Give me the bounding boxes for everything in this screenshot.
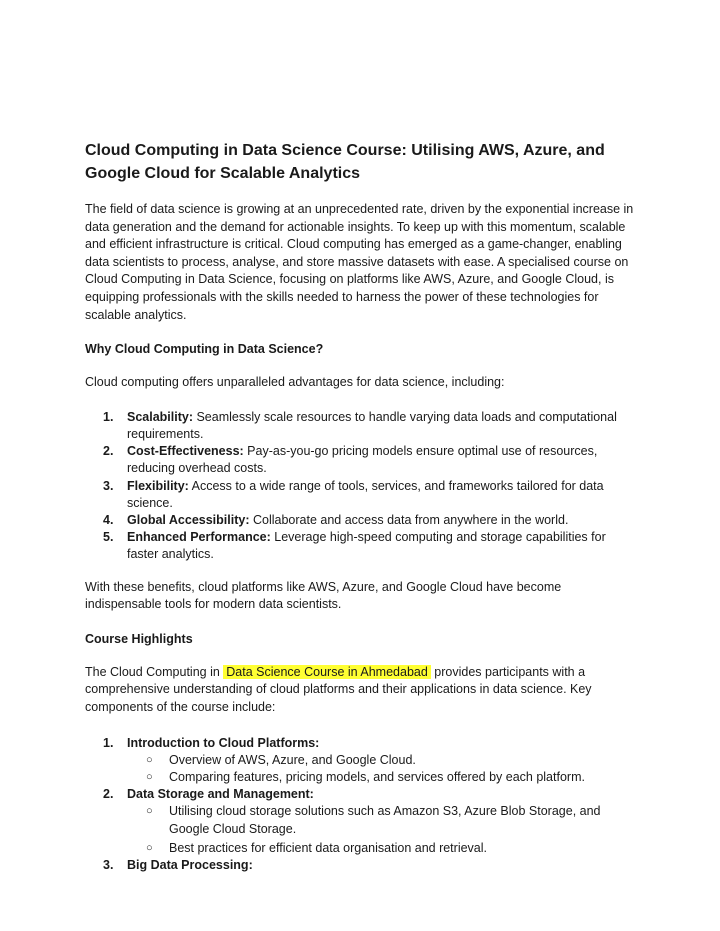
list-number: 3. — [103, 478, 114, 493]
component-title: Data Storage and Management: — [127, 787, 314, 802]
list-item — [85, 735, 635, 787]
sub-item-text: Best practices for efficient data organisation and retrieval. — [169, 840, 487, 855]
list-item — [85, 478, 635, 512]
section-closing-paragraph: With these benefits, cloud platforms like AWS, Azure, and Google Cloud have become indispensable tools for modern data scientists. — [85, 579, 562, 612]
benefit-text: Seamlessly scale resources to handle varying data loads and computational requirements. — [127, 409, 617, 441]
circle-bullet-icon: ○ — [146, 841, 153, 854]
circle-bullet-icon: ○ — [146, 770, 153, 783]
list-item — [85, 409, 635, 443]
list-item — [85, 529, 635, 563]
circle-bullet-icon: ○ — [146, 753, 153, 766]
section-lead-highlights — [85, 664, 635, 717]
highlighted-course-link[interactable]: Data Science Course in Ahmedabad — [223, 665, 431, 679]
sub-list — [85, 803, 635, 857]
component-title: Introduction to Cloud Platforms: — [127, 735, 320, 750]
sub-item-text: Comparing features, pricing models, and services offered by each platform. — [169, 769, 585, 784]
document-body — [85, 139, 635, 874]
lead-text-after: provides participants with a comprehensive understanding of cloud platforms and their applications in data science. Key components of the course include: — [85, 664, 592, 714]
list-number: 4. — [103, 512, 114, 527]
component-title: Big Data Processing: — [127, 857, 253, 872]
benefit-text: Pay-as-you-go pricing models ensure optimal use of resources, reducing overhead costs. — [127, 444, 598, 476]
list-item — [85, 443, 635, 477]
list-number: 2. — [103, 787, 114, 802]
list-item — [85, 512, 635, 529]
benefit-text: Leverage high-speed computing and storage capabilities for faster analytics. — [127, 530, 606, 562]
section-lead-why: Cloud computing offers unparalleled advantages for data science, including: — [85, 375, 505, 390]
list-item — [85, 857, 635, 874]
sub-item-text: Utilising cloud storage solutions such as Amazon S3, Azure Blob Storage, and Google Cloud Storage. — [169, 804, 601, 836]
page-title: Cloud Computing in Data Science Course: Utilising AWS, Azure, and Google Cloud for Scalable Analytics — [85, 142, 605, 182]
intro-paragraph: The field of data science is growing at an unprecedented rate, driven by the exponential increase in data generation and the demand for actionable insights. To keep up with this momentum, scalable and efficient infrastructure is critical. Cloud computing has emerged as a game-changer, enabling data scientists to process, analyse, and store massive datasets with ease. A specialised course on Cloud Computing in Data Science, focusing on platforms like AWS, Azure, and Google Cloud, is equipping professionals with the skills needed to harness the power of these technologies for scalable analytics. — [85, 202, 634, 322]
benefit-text: Access to a wide range of tools, services, and frameworks tailored for data science. — [127, 478, 604, 510]
course-components-list — [85, 735, 635, 875]
benefit-term: Enhanced Performance: — [127, 530, 271, 545]
section-heading-why: Why Cloud Computing in Data Science? — [85, 342, 324, 357]
section-heading-highlights: Course Highlights — [85, 631, 193, 646]
list-number: 2. — [103, 444, 114, 459]
lead-text-before: The Cloud Computing in — [85, 664, 224, 679]
list-number: 1. — [103, 409, 114, 424]
sub-list-item — [85, 752, 635, 769]
list-number: 1. — [103, 735, 114, 750]
benefit-text: Collaborate and access data from anywhere in the world. — [249, 512, 569, 527]
benefit-term: Flexibility: — [127, 478, 189, 493]
benefit-term: Cost-Effectiveness: — [127, 444, 244, 459]
sub-list — [85, 752, 635, 786]
sub-list-item — [85, 840, 635, 857]
list-number: 3. — [103, 857, 114, 872]
list-item — [85, 786, 635, 857]
benefits-list — [85, 409, 635, 564]
sub-item-text: Overview of AWS, Azure, and Google Cloud. — [169, 752, 416, 767]
benefit-term: Scalability: — [127, 409, 193, 424]
circle-bullet-icon: ○ — [146, 805, 153, 818]
list-number: 5. — [103, 530, 114, 545]
sub-list-item — [85, 803, 635, 837]
sub-list-item — [85, 769, 635, 786]
benefit-term: Global Accessibility: — [127, 512, 250, 527]
